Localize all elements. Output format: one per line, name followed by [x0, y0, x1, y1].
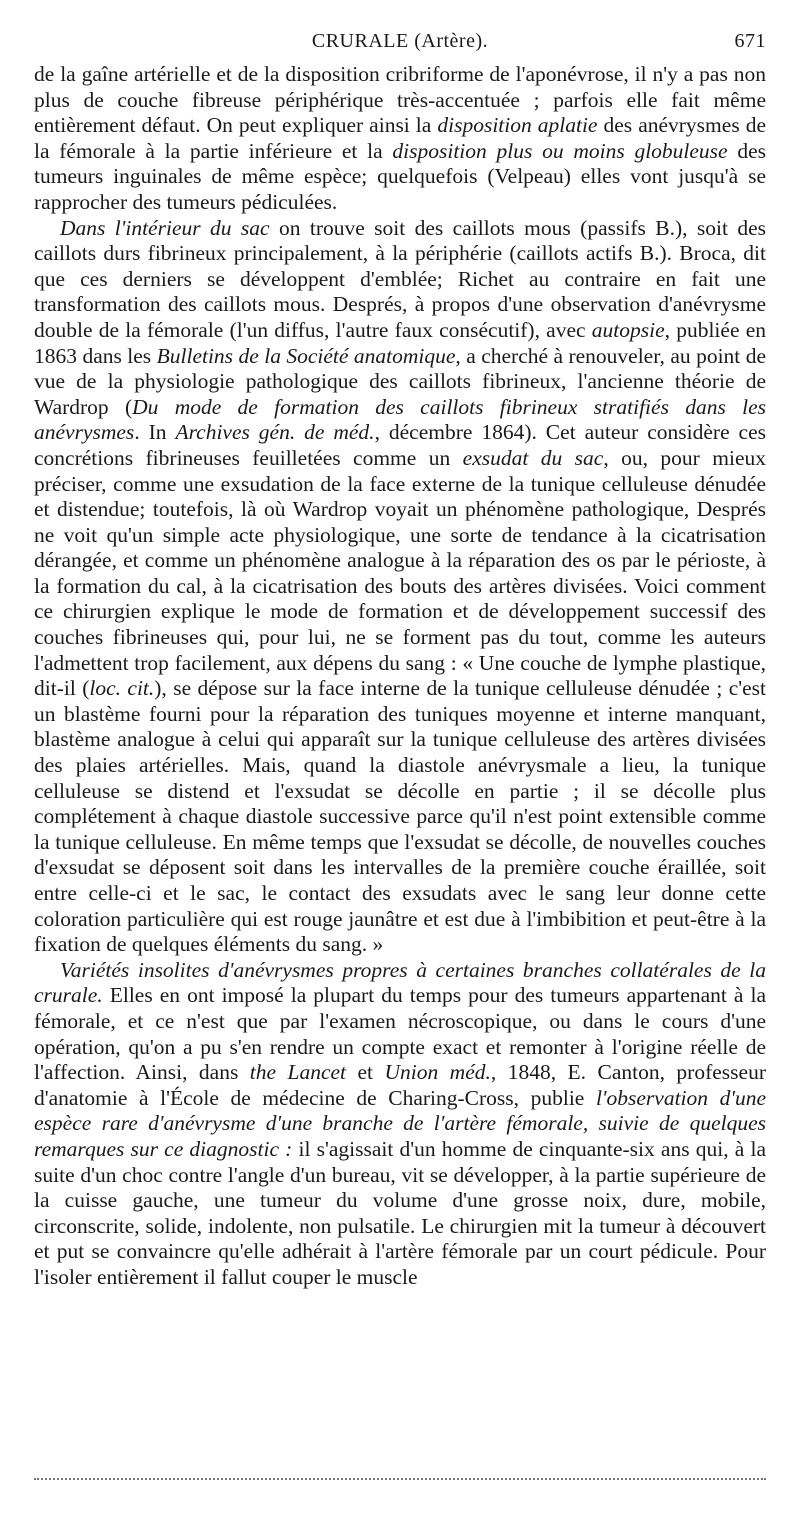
text-run: , publiée en 1863 dans les: [34, 317, 766, 368]
paragraph-1: [34, 62, 766, 216]
italic-text-run: autopsie: [591, 317, 665, 342]
italic-text-run: disposition plus ou moins globuleuse: [392, 138, 728, 163]
footer-dotted-rule: [34, 1478, 766, 1480]
paragraph-3: [34, 958, 766, 1291]
text-run: on trouve soit des caillots mous (passifs B.), soit des caillots durs fibrineux principalement, à la périphérie (caillots actifs B.). Broca, dit que ces derniers se développent d'emblée; Richet au contraire en fait une transformation des caillots mous. Després, à propos d'une observation d'anévrysme double de la fémorale (l'un diffus, l'autre faux consécutif), avec: [34, 215, 766, 342]
italic-text-run: Archives gén. de méd.: [175, 420, 375, 445]
italic-text-run: disposition aplatie: [437, 113, 598, 138]
italic-text-run: Variétés insolites d'anévrysmes propres à certaines branches collatérales de la crurale.: [34, 957, 766, 1008]
text-run: ), se dépose sur la face interne de la tunique celluleuse dénudée ; c'est un blastème fourni pour la réparation des tuniques moyenne et interne manquant, blastème analogue à celui qui apparaît sur la tunique celluleuse des artères divisées des plaies artérielles. Mais, quand la diastole anévrysmale a lieu, la tunique celluleuse se distend et l'exsudat se décolle en partie ; il se décolle plus complétement à chaque diastole successive parce qu'il n'est point extensible comme la tunique celluleuse. En même temps que l'exsudat se décolle, de nouvelles couches d'exsudat se déposent soit dans les intervalles de la première couche éraillée, soit entre celle-ci et le sac, le contact des exsudats avec le sang leur donne cette coloration particulière qui est rouge jaunâtre et est due à l'imbibition et peut-être à la fixation de quelques éléments du sang. »: [34, 676, 766, 957]
book-page: [34, 30, 766, 1291]
text-run: , décembre 1864). Cet auteur considère ces concrétions fibrineuses feuilletées comme un: [34, 420, 766, 470]
italic-text-run: Dans l'intérieur du sac: [60, 215, 270, 240]
text-run: . In: [134, 420, 176, 445]
text-run: des tumeurs inguinales de même espèce; quelquefois (Velpeau) elles vont jusqu'à se rapprocher des tumeurs pédiculées.: [34, 138, 766, 214]
text-run: , a cherché à renouveler, au point de vue de la physiologie pathologique des caillots fibrineux, l'ancienne théorie de Wardrop (: [34, 343, 767, 419]
italic-text-run: exsudat du sac: [462, 445, 604, 470]
italic-text-run: Union méd.: [384, 1060, 491, 1085]
text-run: Elles en ont imposé la plupart du temps pour des tumeurs appartenant à la fémorale, et ce n'est que par l'examen nécroscopique, ou dans le cours d'une opération, qu'on a pu s'en rendre un compte exact et remonter à l'origine réelle de l'affection. Ainsi, dans: [34, 983, 766, 1085]
page-number: 671: [734, 30, 766, 52]
text-run: de la gaîne artérielle et de la disposition cribriforme de l'aponévrose, il n'y a pas non plus de couche fibreuse périphérique très-accentuée ; parfois elle fait même entièrement défaut. On peut expliquer ainsi la: [34, 62, 766, 138]
italic-text-run: Du mode de formation des caillots fibrineux stratifiés dans les anévrysmes: [34, 394, 766, 445]
running-header: [34, 30, 766, 62]
italic-text-run: the Lancet: [249, 1060, 347, 1085]
text-run: il s'agissait d'un homme de cinquante-six ans qui, à la suite d'un choc contre l'angle d'un bureau, vit se développer, à la partie supérieure de la cuisse gauche, une tumeur du volume d'une grosse noix, dure, mobile, circonscrite, solide, indolente, non pulsatile. Le chirurgien mit la tumeur à découvert et put se convaincre qu'elle adhérait à l'artère fémorale par un court pédicule. Pour l'isoler entièrement il fallut couper le muscle: [34, 1136, 766, 1289]
text-run: , ou, pour mieux préciser, comme une exsudation de la face externe de la tunique celluleuse dénudée et distendue; toutefois, là où Wardrop voyait un phénomène pathologique, Després ne voit qu'un simple acte physiologique, une sorte de tendance à la cicatrisation dérangée, et comme un phénomène analogue à la réparation des os par le périoste, à la formation du cal, à la cicatrisation des bouts des artères divisées. Voici comment ce chirurgien explique le mode de formation et de développement successif des couches fibrineuses qui, pour lui, ne se forment pas du tout, comme les auteurs l'admettent trop facilement, aux dépens du sang : « Une couche de lymphe plastique, dit-il (: [34, 445, 766, 701]
paragraph-2: [34, 216, 766, 958]
text-run: , 1848, E. Canton, professeur d'anatomie à l'École de médecine de Charing-Cross, publie: [34, 1060, 766, 1110]
running-title: CRURALE (Artère).: [311, 30, 489, 52]
text-run: des anévrysmes de la fémorale à la partie inférieure et la: [34, 113, 767, 163]
text-run: et: [346, 1060, 385, 1085]
italic-text-run: l'observation d'une espèce rare d'anévrysme d'une branche de l'artère fémorale, suivie de quelques remarques sur ce diagnostic :: [34, 1085, 767, 1161]
italic-text-run: Bulletins de la Société anatomique: [156, 343, 456, 368]
italic-text-run: loc. cit.: [89, 676, 155, 701]
